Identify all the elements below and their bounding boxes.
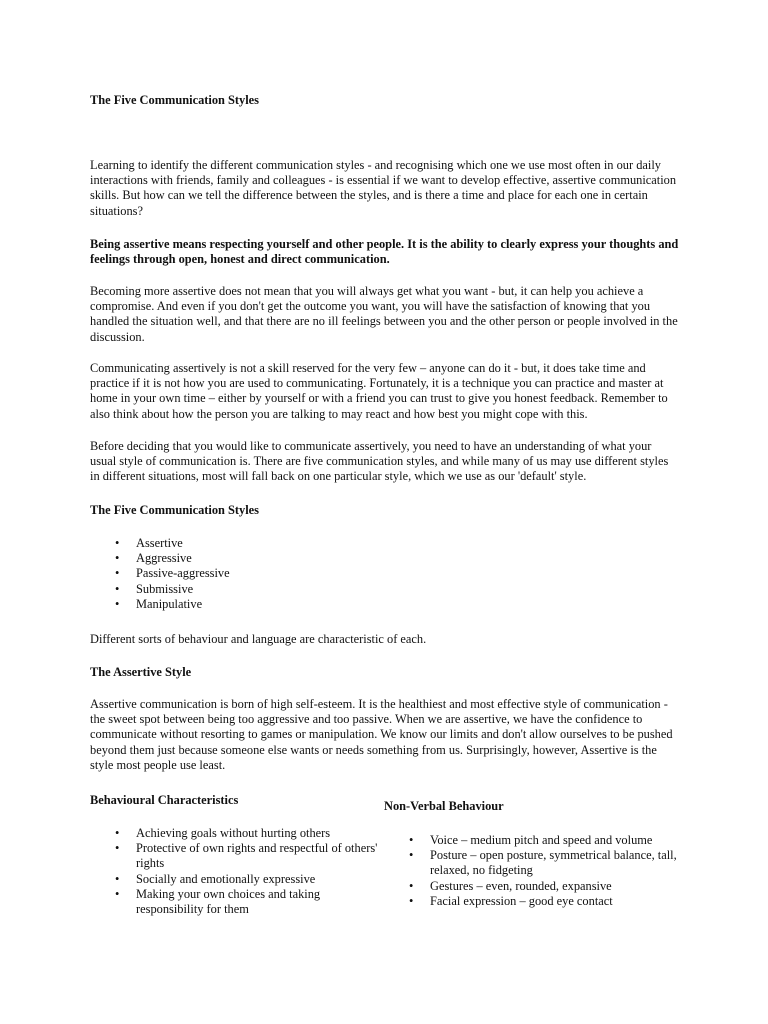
assertive-definition: Being assertive means respecting yourself and other people. It is the ability to clearly express your thoughts and feelings through open, honest and direct communication. bbox=[90, 237, 679, 267]
paragraph-compromise: Becoming more assertive does not mean that you will always get what you want - but, it can help you achieve a compromise. And even if you don't get the outcome you want, you will have the satisfaction of knowing that you handled the situation well, and that there are no ill feelings between you and the other person or people involved in the discussion. bbox=[90, 284, 678, 344]
list-item: • Submissive bbox=[90, 582, 680, 597]
assertive-paragraph: Assertive communication is born of high self-esteem. It is the healthiest and most effective style of communication - the sweet spot between being too aggressive and too passive. When we are assertive, we have the confidence to communicate without resorting to games or manipulation. We know our limits and don't allow ourselves to be pushed beyond them just because someone else wants or needs something from us. Surprisingly, however, Assertive is the style most people use least. bbox=[90, 697, 673, 772]
list-item: • Achieving goals without hurting others bbox=[90, 826, 380, 841]
paragraph-default-style: Before deciding that you would like to communicate assertively, you need to have an understanding of what your usual style of communication is. There are five communication styles, and while many of us may use different styles in different situations, most will fall back on one particular style, which we use as our 'default' style. bbox=[90, 439, 669, 484]
paragraph-practice: Communicating assertively is not a skill reserved for the very few – anyone can do it - but, it does take time and practice if it is not how you are used to communicating. Fortunately, it is a technique you can practice and master at home in your own time – either by yourself or with a friend you can trust to give you honest feedback. Remember to also think about how the person you are talking to may react and how best you might cope with this. bbox=[90, 361, 668, 421]
styles-heading: The Five Communication Styles bbox=[90, 503, 259, 517]
list-item: • Assertive bbox=[90, 536, 680, 551]
behavioural-list bbox=[90, 826, 380, 917]
list-item: • Socially and emotionally expressive bbox=[90, 872, 380, 887]
document-title: The Five Communication Styles bbox=[90, 93, 259, 107]
nonverbal-list bbox=[384, 833, 684, 909]
list-item: • Voice – medium pitch and speed and volume bbox=[384, 833, 684, 848]
list-item: • Aggressive bbox=[90, 551, 680, 566]
intro-paragraph: Learning to identify the different communication styles - and recognising which one we use most often in our daily interactions with friends, family and colleagues - is essential if we want to develop effective, assertive communication skills. But how can we tell the difference between the styles, and is there a time and place for each one in certain situations? bbox=[90, 158, 677, 218]
list-item: • Manipulative bbox=[90, 597, 680, 612]
styles-note: Different sorts of behaviour and language are characteristic of each. bbox=[90, 632, 427, 646]
nonverbal-heading: Non-Verbal Behaviour bbox=[384, 799, 504, 813]
behavioural-heading: Behavioural Characteristics bbox=[90, 793, 239, 807]
list-item: • Facial expression – good eye contact bbox=[384, 894, 684, 909]
list-item: • Gestures – even, rounded, expansive bbox=[384, 879, 684, 894]
list-item: • Protective of own rights and respectful of others' rights bbox=[90, 841, 380, 871]
list-item: • Making your own choices and taking responsibility for them bbox=[90, 887, 380, 917]
list-item: • Posture – open posture, symmetrical balance, tall, relaxed, no fidgeting bbox=[384, 848, 684, 878]
styles-list bbox=[90, 536, 680, 612]
assertive-heading: The Assertive Style bbox=[90, 665, 192, 679]
list-item: • Passive-aggressive bbox=[90, 566, 680, 581]
